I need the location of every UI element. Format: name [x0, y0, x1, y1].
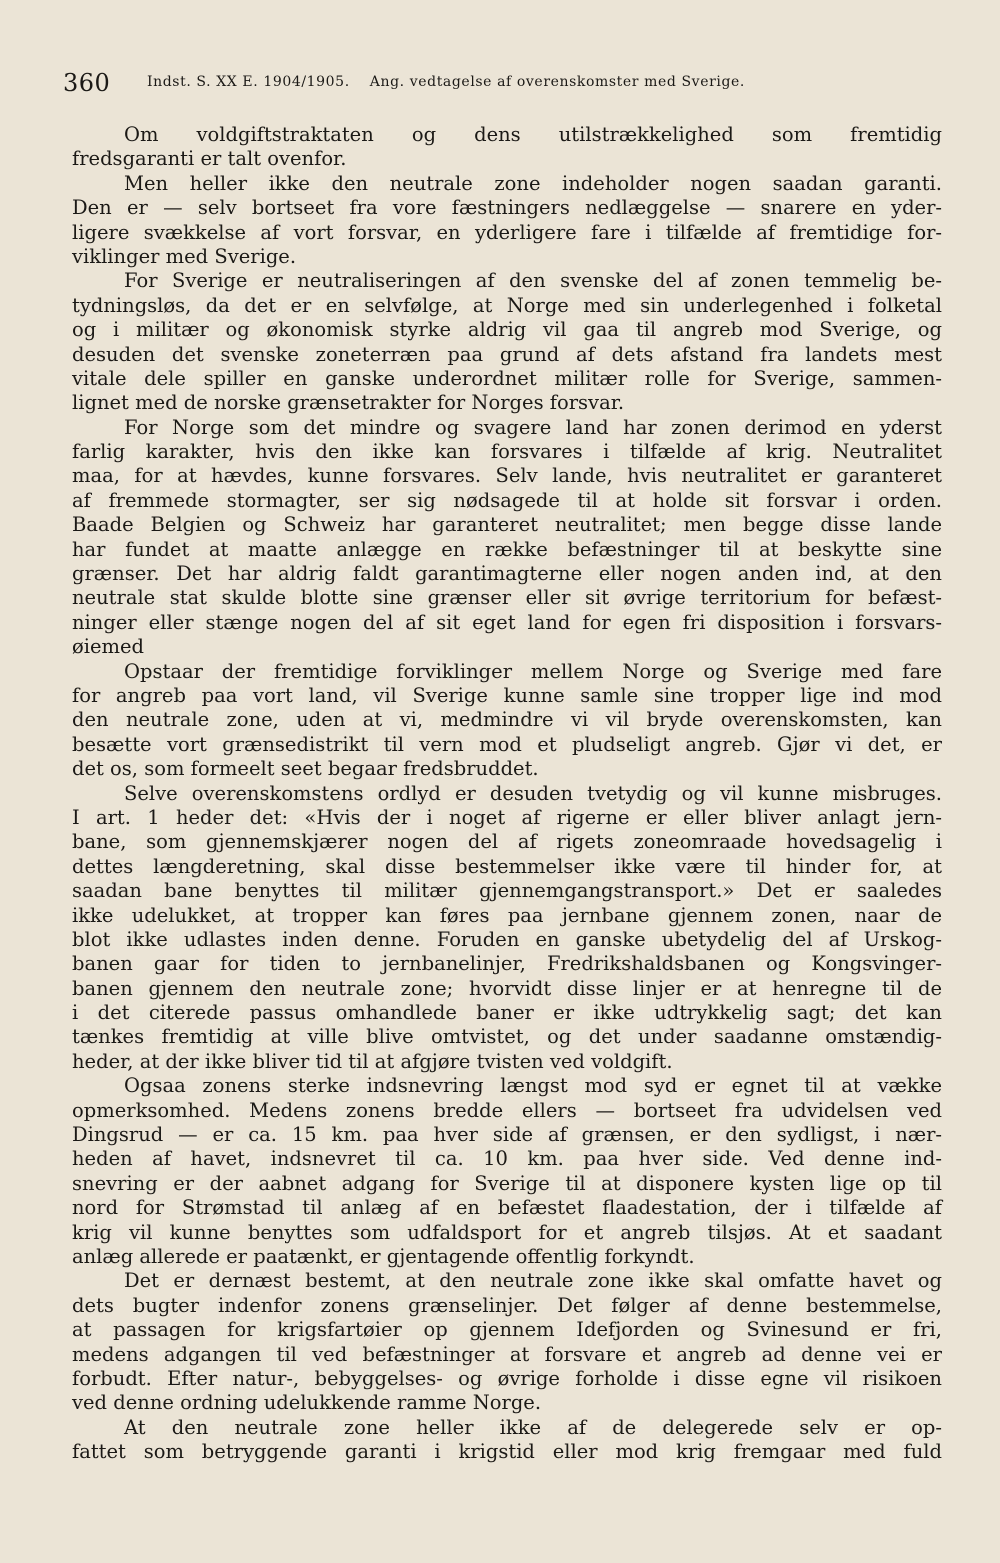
text-line: grænser. Det har aldrig faldt garantimagterne eller nogen anden ind, at den [72, 562, 942, 586]
text-line: øiemed [72, 635, 145, 659]
text-line: at passagen for krigsfartøier op gjennem Idefjorden og Svinesund er fri, [72, 1318, 942, 1342]
text-line: banen gaar for tiden to jernbanelinjer, Fredrikshaldsbanen og Kongsvinger- [72, 952, 942, 976]
text-line: For Norge som det mindre og svagere land har zonen derimod en yderst [124, 415, 942, 439]
text-line: opmerksomhed. Medens zonens bredde ellers — bortseet fra udvidelsen ved [72, 1098, 942, 1122]
text-line: heden af havet, indsnevret til ca. 10 km. paa hver side. Ved denne ind- [72, 1147, 942, 1171]
text-line: besætte vort grænsedistrikt til vern mod et pludseligt angreb. Gjør vi det, er [72, 732, 942, 756]
text-line: Men heller ikke den neutrale zone indeholder nogen saadan garanti. [124, 171, 942, 195]
text-line: fredsgaranti er talt ovenfor. [72, 147, 347, 171]
page-number: 360 [63, 69, 111, 97]
text-line: Baade Belgien og Schweiz har garanteret neutralitet; men begge disse lande [72, 513, 942, 537]
text-line: dets bugter indenfor zonens grænselinjer. Det følger af denne bestemmelse, [72, 1293, 942, 1317]
text-line: At den neutrale zone heller ikke af de delegerede selv er op- [124, 1415, 942, 1439]
text-line: Det er dernæst bestemt, at den neutrale zone ikke skal omfatte havet og [124, 1269, 942, 1293]
text-line: det os, som formeelt seet begaar fredsbruddet. [72, 757, 539, 781]
text-line: ikke udelukket, at tropper kan føres paa jernbane gjennem zonen, naar de [72, 903, 942, 927]
section-title: Ang. vedtagelse af overenskomster med Sverige. [369, 74, 745, 90]
text-line: har fundet at maatte anlægge en række befæstninger til at beskytte sine [72, 537, 942, 561]
text-line: Selve overenskomstens ordlyd er desuden tvetydig og vil kunne misbruges. [124, 781, 942, 805]
text-line: desuden det svenske zoneterræn paa grund af dets afstand fra landets mest [72, 342, 942, 366]
text-line: af fremmede stormagter, ser sig nødsagede til at holde sit forsvar i orden. [72, 488, 942, 512]
text-line: tydningsløs, da det er en selvfølge, at Norge med sin underlegenhed i folketal [72, 293, 942, 317]
text-line: heder, at der ikke bliver tid til at afgjøre tvisten ved voldgift. [72, 1049, 673, 1073]
text-line: Dingsrud — er ca. 15 km. paa hver side af grænsen, er den sydligst, i nær- [72, 1123, 942, 1147]
text-line: lignet med de norske grænsetrakter for Norges forsvar. [72, 391, 625, 415]
text-line: dettes længderetning, skal disse bestemmelser ikke være til hinder for, at [72, 854, 942, 878]
text-line: Om voldgiftstraktaten og dens utilstrækkelighed som fremtidig [124, 123, 942, 146]
publication-reference: Indst. S. XX E. 1904/1905. [147, 74, 350, 90]
text-line: bane, som gjennemskjærer nogen del af rigets zoneomraade hovedsagelig i [72, 830, 942, 854]
text-line: vitale dele spiller en ganske underordnet militær rolle for Sverige, sammen- [72, 366, 942, 390]
text-line: i det citerede passus omhandlede baner er ikke udtrykkelig sagt; det kan [72, 1001, 942, 1025]
text-line: snevring er der aabnet adgang for Sverige til at disponere kysten lige op til [72, 1171, 942, 1195]
text-line: medens adgangen til ved befæstninger at forsvare et angreb ad denne vei er [72, 1342, 942, 1366]
text-line: nord for Strømstad til anlæg af en befæstet flaadestation, der i tilfælde af [72, 1196, 942, 1220]
text-line: banen gjennem den neutrale zone; hvorvidt disse linjer er at henregne til de [72, 976, 942, 1000]
running-head [147, 74, 745, 90]
text-line: Opstaar der fremtidige forviklinger mellem Norge og Sverige med fare [124, 659, 942, 683]
text-line: og i militær og økonomisk styrke aldrig vil gaa til angreb mod Sverige, og [72, 318, 942, 342]
text-line: ninger eller stænge nogen del af sit eget land for egen fri disposition i forsvars- [72, 610, 942, 634]
text-line: for angreb paa vort land, vil Sverige kunne samle sine tropper lige ind mod [72, 683, 942, 707]
text-line: neutrale stat skulde blotte sine grænser eller sit øvrige territorium for befæst- [72, 586, 942, 610]
text-line: den neutrale zone, uden at vi, medmindre vi vil bryde overenskomsten, kan [72, 708, 942, 732]
text-line: tænkes fremtidig at ville blive omtvistet, og det under saadanne omstændig- [72, 1025, 942, 1049]
text-line: krig vil kunne benyttes som udfaldsport for et angreb tilsjøs. At et saadant [72, 1220, 942, 1244]
text-line: I art. 1 heder det: «Hvis der i noget af rigerne er eller bliver anlagt jern- [72, 805, 942, 829]
text-line: ligere svækkelse af vort forsvar, en yderligere fare i tilfælde af fremtidige for- [72, 220, 942, 244]
text-line: viklinger med Sverige. [72, 244, 297, 268]
text-line: forbudt. Efter natur-, bebyggelses- og øvrige forholde i disse egne vil risikoen [72, 1366, 942, 1390]
text-line: maa, for at hævdes, kunne forsvares. Selv lande, hvis neutralitet er garanteret [72, 464, 942, 488]
text-line: saadan bane benyttes til militær gjennemgangstransport.» Det er saaledes [72, 879, 942, 903]
text-line: farlig karakter, hvis den ikke kan forsvares i tilfælde af krig. Neutralitet [72, 440, 942, 464]
text-line: anlæg allerede er paatænkt, er gjentagende offentlig forkyndt. [72, 1244, 695, 1268]
text-line: blot ikke udlastes inden denne. Foruden en ganske ubetydelig del af Urskog- [72, 927, 942, 951]
text-line: fattet som betryggende garanti i krigstid eller mod krig fremgaar med fuld [72, 1440, 942, 1464]
text-line: Den er — selv bortseet fra vore fæstningers nedlæggelse — snarere en yder- [72, 196, 942, 220]
text-line: Ogsaa zonens sterke indsnevring længst mod syd er egnet til at vække [124, 1074, 942, 1098]
text-line: ved denne ordning udelukkende ramme Norge. [72, 1391, 542, 1415]
text-line: For Sverige er neutraliseringen af den svenske del af zonen temmelig be- [124, 269, 942, 293]
body-text [72, 123, 942, 1464]
